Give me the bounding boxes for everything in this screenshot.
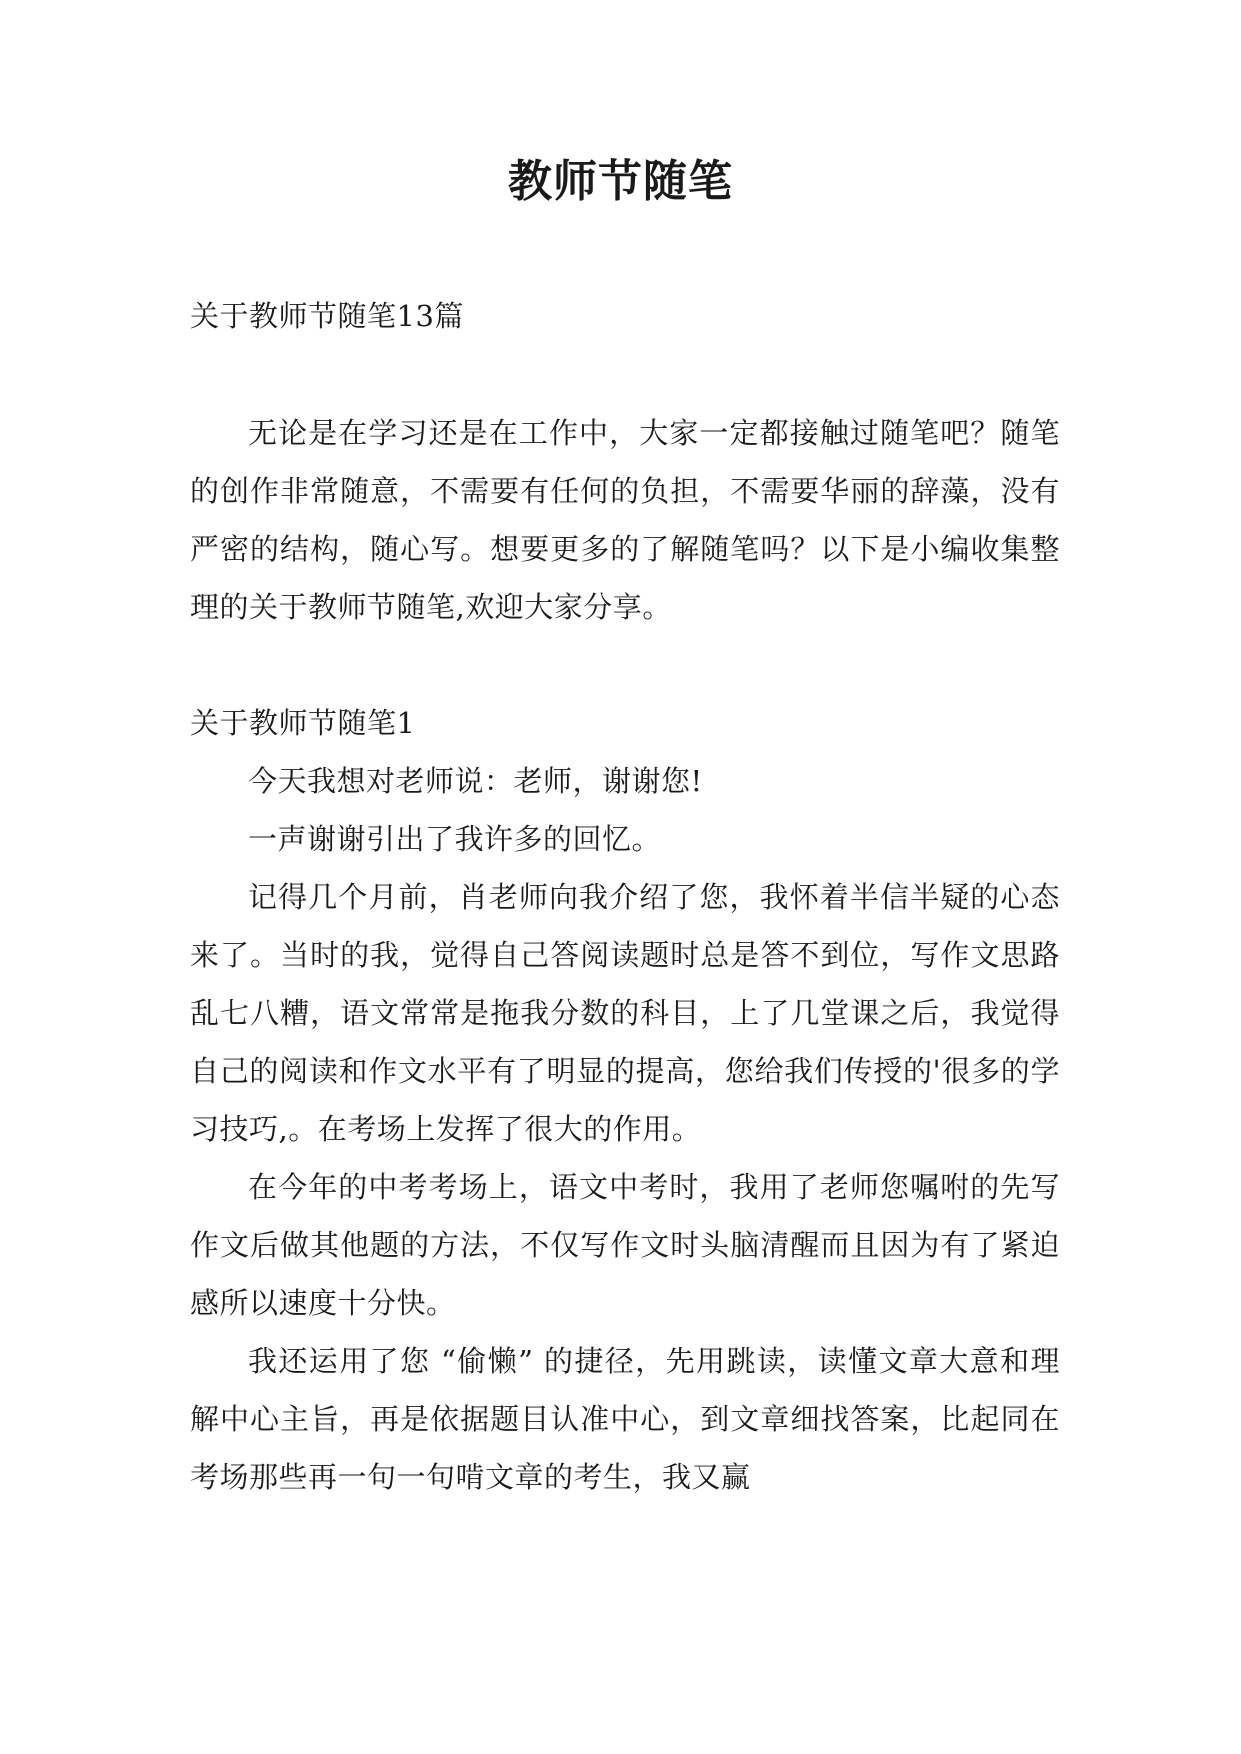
section-1 — [190, 694, 1060, 1506]
paragraph: 在今年的中考考场上，语文中考时，我用了老师您嘱咐的先写作文后做其他题的方法，不仅写作文时头脑清醒而且因为有了紧迫感所以速度十分快。 — [190, 1170, 1060, 1320]
paragraph: 一声谢谢引出了我许多的回忆。 — [248, 822, 662, 856]
document-subtitle — [190, 287, 1060, 345]
paragraph: 我还运用了您 “偷懒” 的捷径，先用跳读，读懂文章大意和理解中心主旨，再是依据题目认准中心，到文章细找答案，比起同在考场那些再一句一句啃文章的考生，我又赢 — [190, 1344, 1060, 1494]
document-title: 教师节随笔 — [508, 156, 733, 207]
paragraph: 记得几个月前，肖老师向我介绍了您，我怀着半信半疑的心态来了。当时的我，觉得自己答阅读题时总是答不到位，写作文思路乱七八糟，语文常常是拖我分数的科目，上了几堂课之后，我觉得自己的阅读和作文水平有了明显的提高，您给我们传授的'很多的学习技巧,。在考场上发挥了很大的作用。 — [190, 880, 1060, 1146]
section-heading: 关于教师节随笔1 — [190, 706, 416, 740]
intro-block — [190, 404, 1060, 636]
subtitle-text: 关于教师节随笔13篇 — [190, 299, 464, 333]
paragraph: 今天我想对老师说：老师，谢谢您! — [248, 764, 703, 798]
intro-paragraph: 无论是在学习还是在工作中，大家一定都接触过随笔吧？随笔的创作非常随意，不需要有任何的负担，不需要华丽的辞藻，没有严密的结构，随心写。想要更多的了解随笔吗？以下是小编收集整理的关于教师节随笔,欢迎大家分享。 — [190, 416, 1060, 624]
